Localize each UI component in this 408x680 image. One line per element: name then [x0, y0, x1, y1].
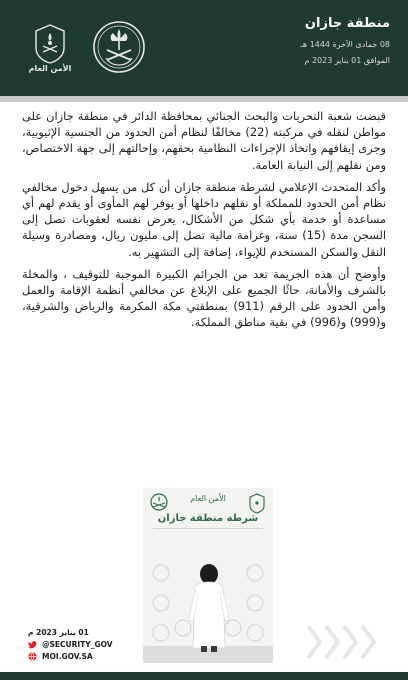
article-body — [22, 108, 386, 337]
twitter-link[interactable] — [28, 640, 113, 649]
article-paragraph: قبضت شعبة التحريات والبحث الجنائي بمحافظة الدائر في منطقة جازان على مواطن لنقله في مركبته (22) مخالفًا لنظام أمن الحدود من الجنسية الإثيوبية، وجرى إيقافهم واتخاذ الإجراءات النظامية بحقهم، وإحالتهم إلى جهة الاختصاص، ومن نقلهم إلى النيابة العامة. — [22, 109, 386, 172]
twitter-handle: @SECURITY_GOV — [42, 640, 113, 649]
footer-bar — [0, 672, 408, 680]
header-logos — [24, 18, 164, 78]
footer-date: 01 يناير 2023 م — [28, 628, 89, 637]
twitter-icon — [28, 640, 37, 649]
sign-top-text: الأمن العام — [190, 494, 226, 503]
article-paragraph: وأكد المتحدث الإعلامي لشرطة منطقة جازان أن كل من يسهل دخول مخالفي نظام أمن الحدود للمملكة أو نقلهم داخلها أو يوفر لهم المأوى أو يقدم لهم أي مساعدة أو خدمة بأي شكل من الأشكال، يعرض نفسه لعقوبات تصل إلى السجن مدة (15) سنة، وغرامة مالية تصل إلى مليون ريال، ومصادرة وسيلة النقل والسكن المستخدم للإيواء، إضافة إلى التشهير به. — [22, 179, 386, 259]
gregorian-date: الموافق 01 يناير 2023 م — [304, 56, 390, 65]
region-title: منطقة جازان — [304, 16, 390, 31]
website-link[interactable] — [28, 652, 93, 661]
hijri-date: 08 جمادى الآخرة 1444 هـ — [300, 40, 390, 49]
article-paragraph: وأوضح أن هذه الجريمة تعد من الجرائم الكبيرة الموجبة للتوقيف ، والمخلة بالشرف والأمانة، حاثًا الجميع على الإبلاغ عن مخالفي أنظمة الإقامة والعمل وأمن الحدود على الرقم (911) بمنطقتي مكة المكرمة والرياض والشرقية، و(999) و(996) في بقية مناطق المملكة. — [22, 266, 386, 330]
website-url: MOI.GOV.SA — [42, 652, 93, 661]
saudi-emblem-icon — [92, 20, 146, 74]
emblem-caption: الأمن العام — [28, 64, 72, 73]
header-divider — [0, 96, 408, 102]
arrow-pattern-watermark — [300, 620, 386, 664]
suspect-photo — [143, 488, 273, 663]
header-banner — [0, 0, 408, 96]
sign-bottom-text: شرطة منطقة جازان — [157, 513, 259, 524]
web-icon — [28, 652, 37, 661]
